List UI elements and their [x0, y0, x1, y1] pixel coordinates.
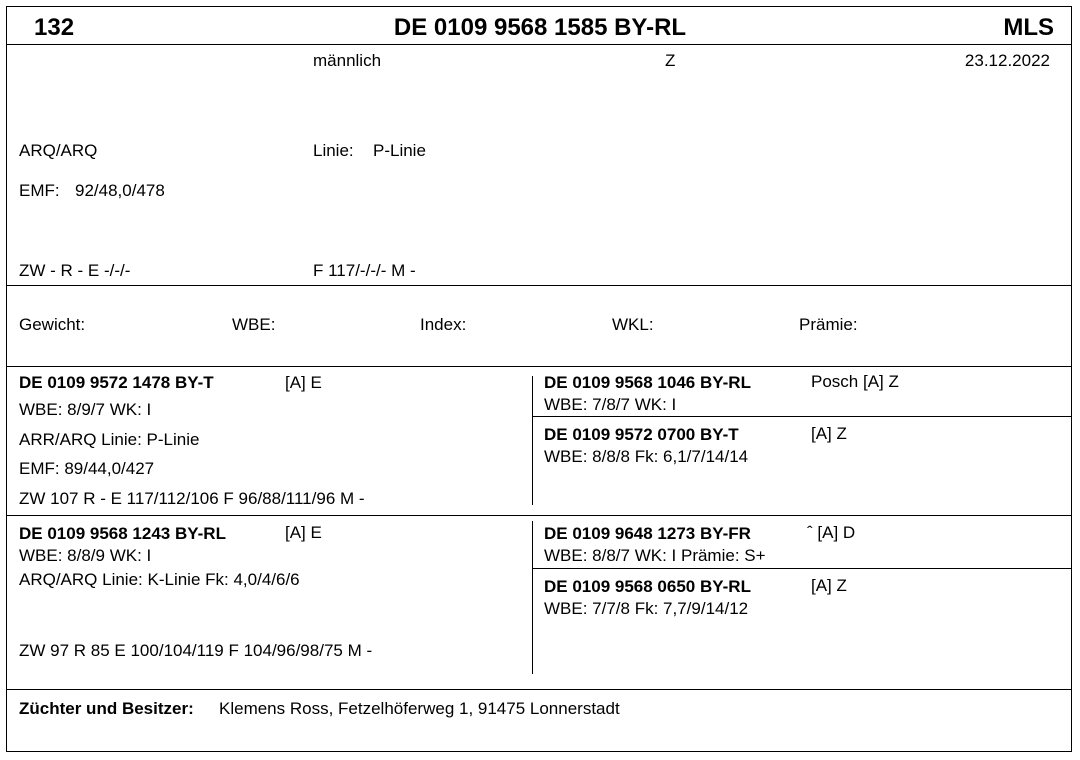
date: 23.12.2022: [964, 51, 1050, 70]
mother-mother-flags: [A] Z: [811, 576, 847, 595]
mother-father-wbe: WBE: 8/8/7 WK: I Prämie: S+: [544, 546, 766, 565]
status: Z: [665, 51, 676, 70]
line-value: P-Linie: [373, 141, 426, 160]
breed-code: MLS: [1003, 14, 1054, 41]
mother-column-divider: [532, 521, 533, 674]
father-mother-flags: [A] Z: [811, 424, 847, 443]
father-father-flags: Posch [A] Z: [811, 372, 899, 391]
mother-mother-wbe: WBE: 7/7/8 Fk: 7,7/9/14/12: [544, 599, 749, 618]
father-mother-wbe: WBE: 8/8/8 Fk: 6,1/7/14/14: [544, 447, 749, 466]
father-father-id: DE 0109 9568 1046 BY-RL: [544, 373, 751, 392]
breeder-owner-value: Klemens Ross, Fetzelhöferweg 1, 91475 Lonnerstadt: [219, 699, 620, 718]
animal-id: DE 0109 9568 1585 BY-RL: [393, 14, 687, 41]
zw-breeding-values: ZW - R - E -/-/-: [19, 261, 131, 280]
emf-label: EMF:: [19, 181, 60, 200]
wkl-label: WKL:: [612, 315, 654, 334]
catalog-number: 132: [34, 14, 75, 41]
father-emf: EMF: 89/44,0/427: [19, 459, 155, 478]
sex: männlich: [313, 51, 382, 70]
father-flags: [A] E: [285, 373, 322, 392]
line-label: Linie:: [313, 141, 354, 160]
index-label: Index:: [420, 315, 467, 334]
mother-father-id: DE 0109 9648 1273 BY-FR: [544, 524, 751, 543]
father-grandparents-divider: [532, 416, 1072, 417]
evaluation-divider: [6, 366, 1072, 367]
mother-father-flags: ˆ [A] D: [807, 523, 856, 542]
mother-id: DE 0109 9568 1243 BY-RL: [19, 524, 226, 543]
mother-mother-id: DE 0109 9568 0650 BY-RL: [544, 577, 751, 596]
father-column-divider: [532, 376, 533, 505]
mother-flags: [A] E: [285, 523, 322, 542]
father-genotype-line: ARR/ARQ Linie: P-Linie: [19, 430, 200, 449]
footer-divider: [6, 689, 1072, 690]
weight-label: Gewicht:: [19, 315, 86, 334]
genotype: ARQ/ARQ: [19, 141, 98, 160]
parents-divider: [6, 515, 1072, 516]
father-mother-id: DE 0109 9572 0700 BY-T: [544, 425, 739, 444]
emf-value: 92/48,0/478: [75, 181, 165, 200]
breeder-owner-label: Züchter und Besitzer:: [19, 699, 194, 718]
father-zw: ZW 107 R - E 117/112/106 F 96/88/111/96 M -: [19, 489, 365, 508]
father-wbe: WBE: 8/9/7 WK: I: [19, 400, 152, 419]
father-father-wbe: WBE: 7/8/7 WK: I: [544, 395, 677, 414]
mother-genotype-line: ARQ/ARQ Linie: K-Linie Fk: 4,0/4/6/6: [19, 570, 300, 589]
mother-wbe: WBE: 8/8/9 WK: I: [19, 546, 152, 565]
wbe-label: WBE:: [232, 315, 276, 334]
mother-zw: ZW 97 R 85 E 100/104/119 F 104/96/98/75 M -: [19, 641, 373, 660]
zw-feed-values: F 117/-/-/- M -: [313, 261, 416, 280]
mother-grandparents-divider: [532, 568, 1072, 569]
header-divider: [6, 44, 1072, 45]
father-id: DE 0109 9572 1478 BY-T: [19, 373, 214, 392]
premium-label: Prämie:: [799, 315, 858, 334]
info-divider: [6, 285, 1072, 286]
